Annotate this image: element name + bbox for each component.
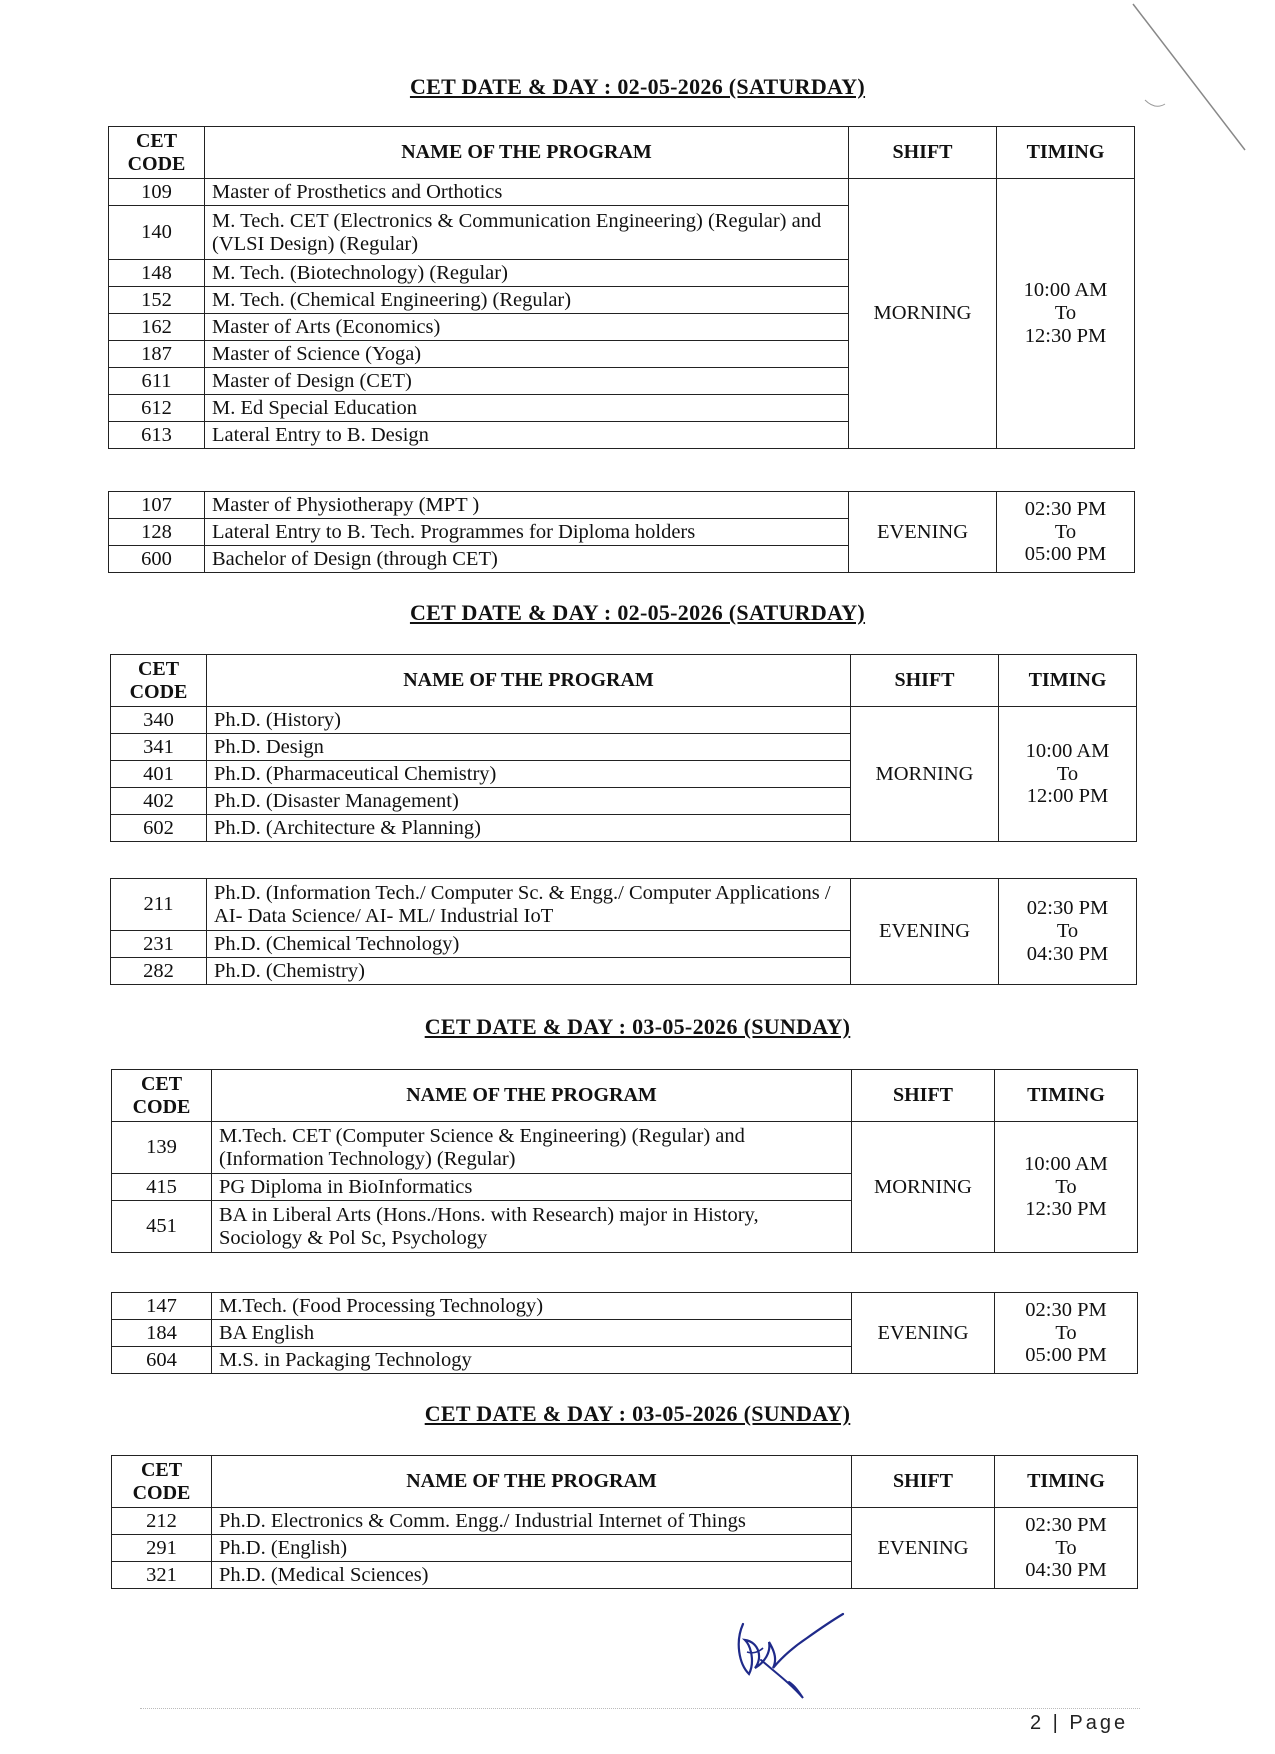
header-cet-code: CET CODE [109, 127, 205, 179]
schedule-table [111, 1292, 1138, 1374]
shift-cell: EVENING [852, 1508, 995, 1589]
table-header-row [112, 1070, 1138, 1122]
cet-code: 600 [109, 546, 205, 573]
header-shift: SHIFT [852, 1070, 995, 1122]
table-row [112, 1508, 1138, 1535]
cet-code: 611 [109, 368, 205, 395]
cet-code: 148 [109, 260, 205, 287]
cet-code: 602 [111, 815, 207, 842]
cet-code: 402 [111, 788, 207, 815]
cet-code: 231 [111, 931, 207, 958]
cet-code: 291 [112, 1535, 212, 1562]
table-row [112, 1293, 1138, 1320]
cet-code: 604 [112, 1347, 212, 1374]
section-heading: CET DATE & DAY : 02-05-2026 (SATURDAY) [409, 600, 866, 625]
shift-cell: EVENING [852, 1293, 995, 1374]
header-program: NAME OF THE PROGRAM [212, 1070, 852, 1122]
header-program: NAME OF THE PROGRAM [205, 127, 849, 179]
header-cet-code: CET CODE [111, 655, 207, 707]
page-number: 2 | Page [1030, 1712, 1129, 1734]
program-name: M. Tech. CET (Electronics & Communication Engineering) (Regular) and (VLSI Design) (Regular) [205, 206, 849, 260]
cet-code: 184 [112, 1320, 212, 1347]
program-name: Master of Design (CET) [205, 368, 849, 395]
shift-cell: MORNING [851, 707, 999, 842]
header-cet-code: CET CODE [112, 1070, 212, 1122]
cet-code: 147 [112, 1293, 212, 1320]
schedule-table [111, 1069, 1138, 1253]
program-name: Master of Arts (Economics) [205, 314, 849, 341]
header-timing: TIMING [995, 1456, 1138, 1508]
timing-cell: 02:30 PM To 04:30 PM [995, 1508, 1138, 1589]
table-row [112, 1122, 1138, 1174]
program-name: Ph.D. (Chemical Technology) [207, 931, 851, 958]
shift-cell: MORNING [852, 1122, 995, 1253]
timing-cell: 02:30 PM To 04:30 PM [999, 879, 1137, 985]
timing-cell: 10:00 AM To 12:30 PM [997, 179, 1135, 449]
cet-code: 212 [112, 1508, 212, 1535]
cet-code: 401 [111, 761, 207, 788]
shift-cell: MORNING [849, 179, 997, 449]
cet-code: 140 [109, 206, 205, 260]
cet-code: 211 [111, 879, 207, 931]
table-row [111, 707, 1137, 734]
header-shift: SHIFT [852, 1456, 995, 1508]
program-name: Ph.D. Electronics & Comm. Engg./ Industrial Internet of Things [212, 1508, 852, 1535]
section-heading: CET DATE & DAY : 03-05-2026 (SUNDAY) [424, 1401, 851, 1426]
timing-cell: 10:00 AM To 12:00 PM [999, 707, 1137, 842]
timing-cell: 02:30 PM To 05:00 PM [995, 1293, 1138, 1374]
program-name: M.S. in Packaging Technology [212, 1347, 852, 1374]
program-name: Bachelor of Design (through CET) [205, 546, 849, 573]
schedule-table [111, 1455, 1138, 1589]
shift-cell: EVENING [851, 879, 999, 985]
header-program: NAME OF THE PROGRAM [212, 1456, 852, 1508]
cet-code: 321 [112, 1562, 212, 1589]
cet-code: 340 [111, 707, 207, 734]
cet-code: 612 [109, 395, 205, 422]
header-program: NAME OF THE PROGRAM [207, 655, 851, 707]
program-name: M. Tech. (Chemical Engineering) (Regular) [205, 287, 849, 314]
header-timing: TIMING [999, 655, 1137, 707]
program-name: Lateral Entry to B. Design [205, 422, 849, 449]
header-shift: SHIFT [851, 655, 999, 707]
table-row [109, 492, 1135, 519]
cet-code: 152 [109, 287, 205, 314]
program-name: Ph.D. (English) [212, 1535, 852, 1562]
program-name: Master of Prosthetics and Orthotics [205, 179, 849, 206]
program-name: Ph.D. Design [207, 734, 851, 761]
cet-code: 282 [111, 958, 207, 985]
cet-code: 341 [111, 734, 207, 761]
program-name: Ph.D. (History) [207, 707, 851, 734]
cet-code: 109 [109, 179, 205, 206]
schedule-table [110, 878, 1137, 985]
header-cet-code: CET CODE [112, 1456, 212, 1508]
program-name: BA in Liberal Arts (Hons./Hons. with Research) major in History, Sociology & Pol Sc, Psychology [212, 1201, 852, 1253]
timing-cell: 02:30 PM To 05:00 PM [997, 492, 1135, 573]
program-name: Lateral Entry to B. Tech. Programmes for Diploma holders [205, 519, 849, 546]
table-row [109, 179, 1135, 206]
header-shift: SHIFT [849, 127, 997, 179]
section-heading: CET DATE & DAY : 02-05-2026 (SATURDAY) [409, 74, 866, 99]
program-name: Ph.D. (Disaster Management) [207, 788, 851, 815]
program-name: PG Diploma in BioInformatics [212, 1174, 852, 1201]
program-name: Ph.D. (Information Tech./ Computer Sc. & Engg./ Computer Applications / AI- Data Science/ AI- ML/ Industrial IoT [207, 879, 851, 931]
cet-code: 415 [112, 1174, 212, 1201]
cet-code: 187 [109, 341, 205, 368]
program-name: Master of Physiotherapy (MPT ) [205, 492, 849, 519]
table-header-row [109, 127, 1135, 179]
table-header-row [111, 655, 1137, 707]
program-name: Ph.D. (Medical Sciences) [212, 1562, 852, 1589]
footer-divider [140, 1708, 1140, 1709]
cet-code: 162 [109, 314, 205, 341]
table-row [111, 879, 1137, 931]
signature [725, 1612, 855, 1702]
program-name: M. Ed Special Education [205, 395, 849, 422]
cet-code: 128 [109, 519, 205, 546]
table-header-row [112, 1456, 1138, 1508]
program-name: Ph.D. (Architecture & Planning) [207, 815, 851, 842]
program-name: Ph.D. (Pharmaceutical Chemistry) [207, 761, 851, 788]
schedule-table [108, 126, 1135, 449]
cet-code: 613 [109, 422, 205, 449]
program-name: M.Tech. (Food Processing Technology) [212, 1293, 852, 1320]
program-name: Master of Science (Yoga) [205, 341, 849, 368]
program-name: Ph.D. (Chemistry) [207, 958, 851, 985]
header-timing: TIMING [997, 127, 1135, 179]
program-name: M.Tech. CET (Computer Science & Engineering) (Regular) and (Information Technology) (Regular) [212, 1122, 852, 1174]
cet-code: 107 [109, 492, 205, 519]
cet-code: 139 [112, 1122, 212, 1174]
program-name: BA English [212, 1320, 852, 1347]
header-timing: TIMING [995, 1070, 1138, 1122]
section-heading: CET DATE & DAY : 03-05-2026 (SUNDAY) [424, 1014, 851, 1039]
cet-code: 451 [112, 1201, 212, 1253]
schedule-table [110, 654, 1137, 842]
program-name: M. Tech. (Biotechnology) (Regular) [205, 260, 849, 287]
timing-cell: 10:00 AM To 12:30 PM [995, 1122, 1138, 1253]
schedule-table [108, 491, 1135, 573]
shift-cell: EVENING [849, 492, 997, 573]
